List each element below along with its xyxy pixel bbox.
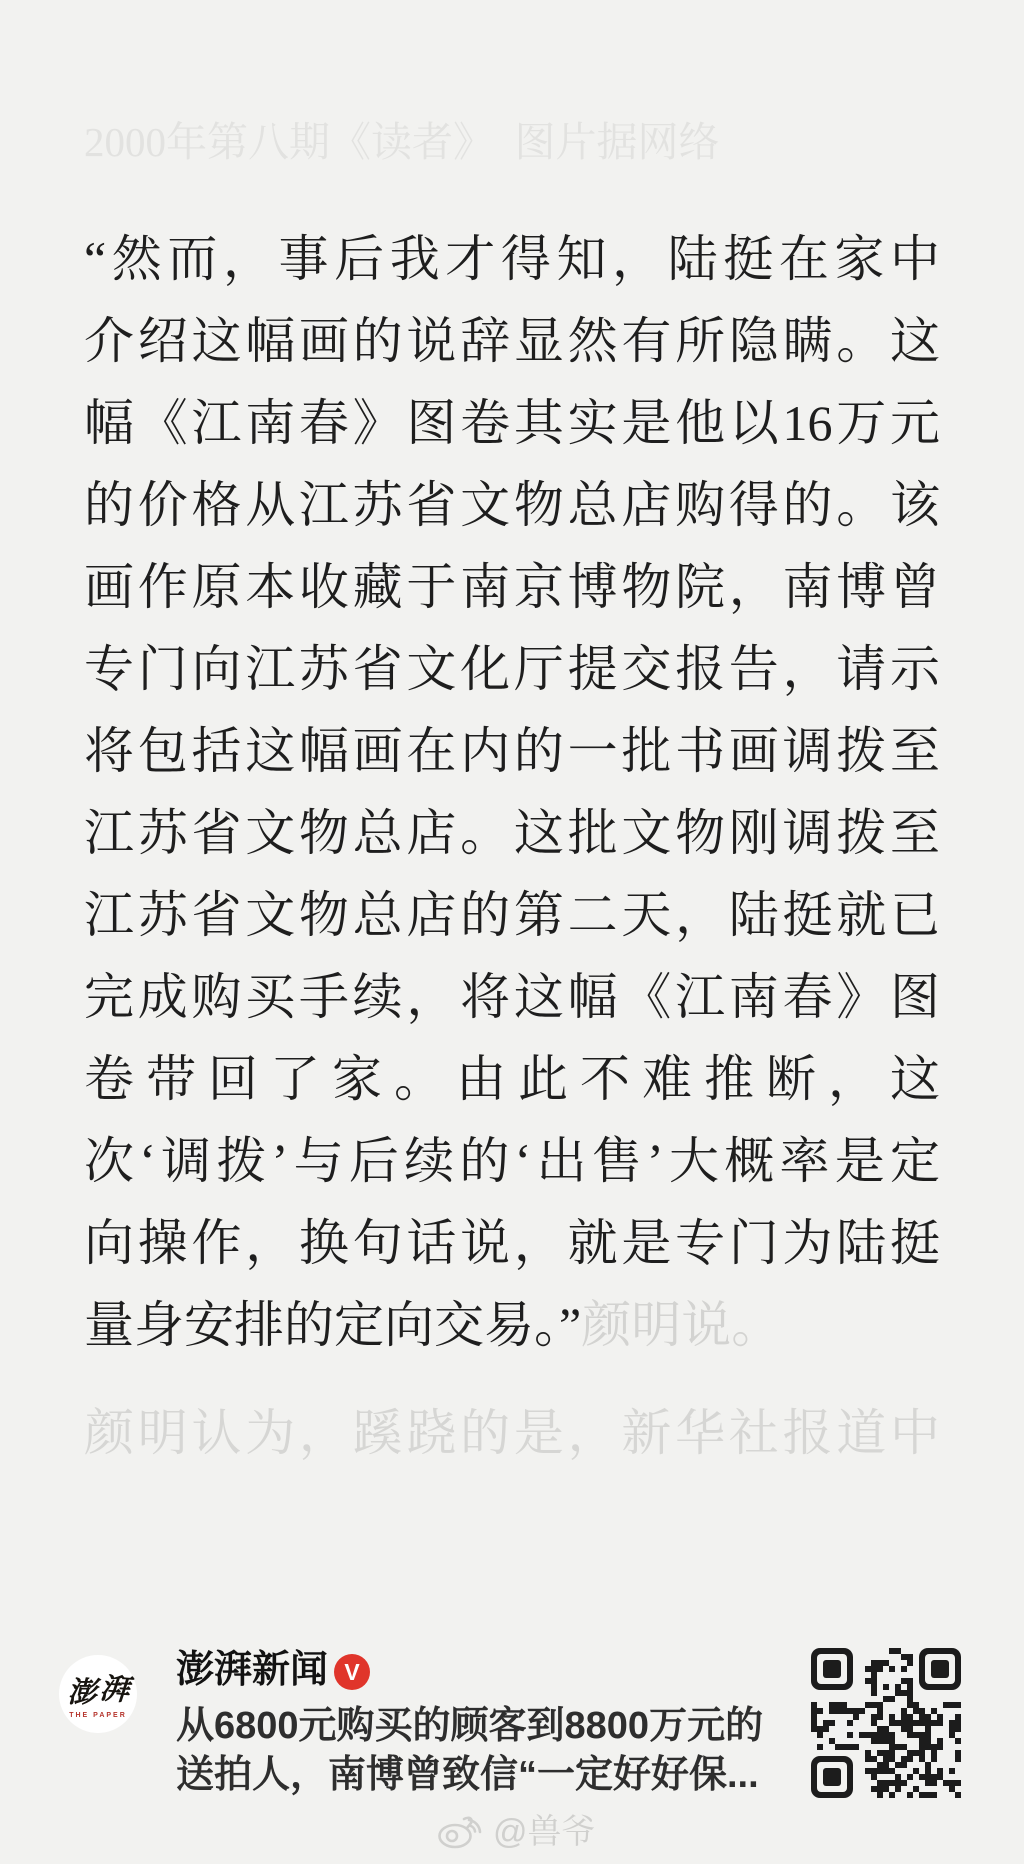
article-headline	[176, 1702, 856, 1800]
thepaper-logo-characters: 澎 湃	[67, 1672, 130, 1709]
headline-line-2: 送拍人，南博曾致信“一定好好保...	[176, 1754, 759, 1796]
body-line: 将包括这幅画在内的一批书画调拨至	[84, 723, 940, 779]
body-line: 介绍这幅画的说辞显然有所隐瞒。这	[84, 313, 940, 369]
body-line: 完成购买手续，将这幅《江南春》图	[84, 969, 940, 1025]
body-line: 专门向江苏省文化厅提交报告，请示	[84, 641, 940, 697]
body-line: 画作原本收藏于南京博物院，南博曾	[84, 559, 940, 615]
headline-line-1: 从6800元购买的顾客到8800万元的	[176, 1705, 764, 1747]
quote-end-text: 量身安排的定向交易。”	[84, 1297, 582, 1353]
thepaper-logo-subtext: THE PAPER	[69, 1711, 127, 1719]
faded-next-paragraph: 颜明认为，蹊跷的是，新华社报道中	[84, 1405, 940, 1461]
body-line: 幅《江南春》图卷其实是他以16万元	[84, 395, 940, 451]
weibo-icon	[436, 1808, 484, 1850]
body-line: 次‘调拨’与后续的‘出售’大概率是定	[84, 1133, 940, 1189]
qr-code	[811, 1648, 961, 1798]
quote-attribution: 颜明说。	[581, 1297, 782, 1353]
body-line: 江苏省文物总店。这批文物刚调拨至	[84, 805, 940, 861]
body-line: 向操作，换句话说，就是专门为陆挺	[84, 1215, 940, 1271]
watermark	[436, 1804, 596, 1853]
body-line: 的价格从江苏省文物总店购得的。该	[84, 477, 940, 533]
account-name: 澎湃新闻	[176, 1649, 329, 1691]
watermark-handle: @兽爷	[493, 1813, 596, 1851]
body-line: 卷带回了家。由此不难推断，这	[84, 1051, 940, 1107]
thepaper-logo	[59, 1655, 137, 1733]
body-text	[84, 218, 940, 1366]
image-caption: 2000年第八期《读者》 图片据网络	[84, 119, 720, 165]
body-line: 江苏省文物总店的第二天，陆挺就已	[84, 887, 940, 943]
body-line: “然而，事后我才得知，陆挺在家中	[84, 231, 940, 287]
body-last-line	[84, 1284, 940, 1366]
verified-badge-icon: V	[334, 1654, 370, 1690]
